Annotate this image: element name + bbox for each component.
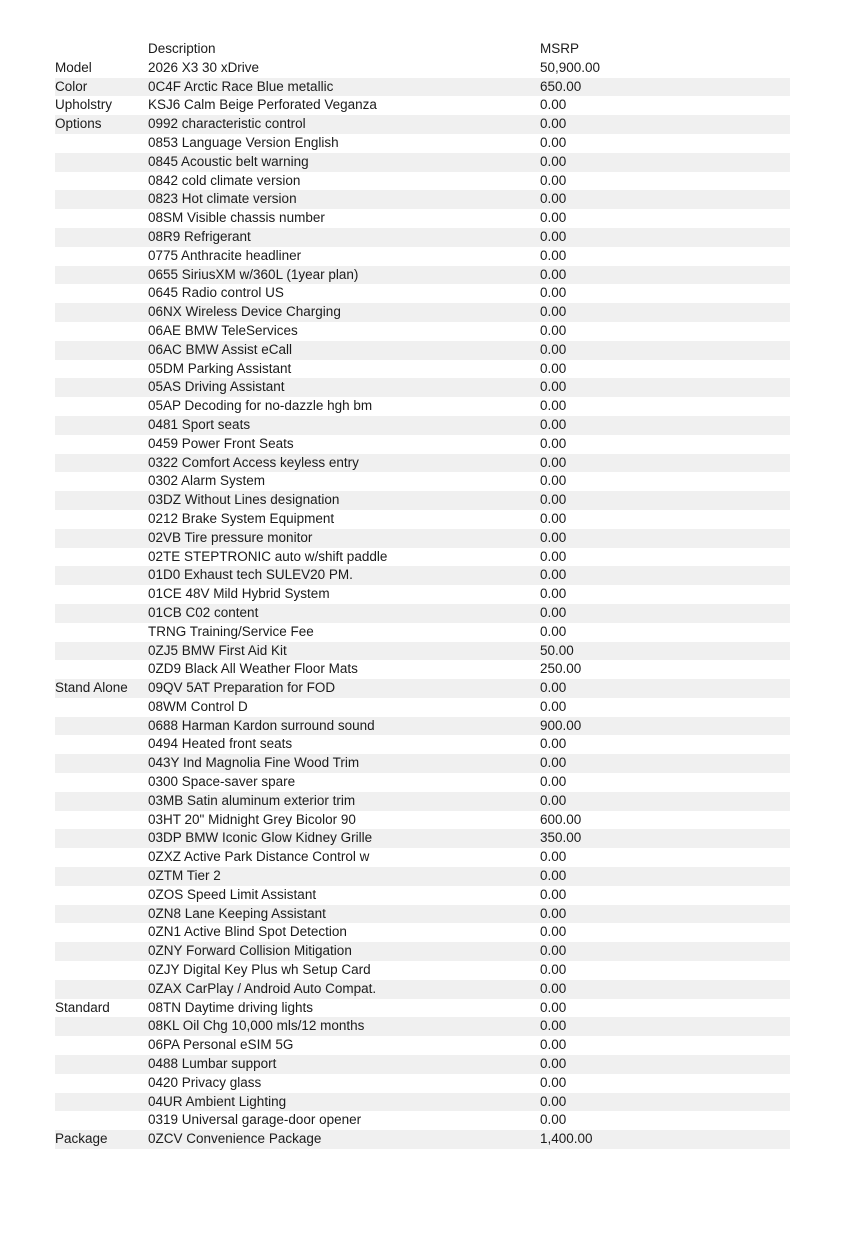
row-description: 05AP Decoding for no-dazzle hgh bm — [148, 398, 373, 414]
row-msrp: 600.00 — [540, 811, 582, 827]
row-description: 06AC BMW Assist eCall — [148, 341, 293, 357]
row-category — [55, 942, 148, 961]
row-msrp: 0.00 — [540, 1093, 567, 1109]
row-category — [55, 228, 148, 247]
row-category — [55, 341, 148, 360]
row-description: 0ZXZ Active Park Distance Control w — [148, 849, 370, 865]
row-description: 0459 Power Front Seats — [148, 435, 294, 451]
row-msrp: 0.00 — [540, 1074, 567, 1090]
table-row — [55, 886, 790, 905]
row-description: 0ZCV Convenience Package — [148, 1131, 322, 1147]
table-row — [55, 341, 790, 360]
table-row — [55, 848, 790, 867]
row-description: 2026 X3 30 xDrive — [148, 59, 260, 75]
row-msrp: 0.00 — [540, 792, 567, 808]
table-row — [55, 1130, 790, 1149]
row-category — [55, 886, 148, 905]
row-msrp: 0.00 — [540, 416, 567, 432]
row-msrp: 250.00 — [540, 661, 582, 677]
row-description: 0494 Heated front seats — [148, 736, 293, 752]
row-category — [55, 1093, 148, 1112]
row-description: 0645 Radio control US — [148, 285, 284, 301]
row-msrp: 0.00 — [540, 510, 567, 526]
table-header-row — [55, 40, 790, 59]
table-row — [55, 59, 790, 78]
table-row — [55, 754, 790, 773]
row-category — [55, 247, 148, 266]
row-description: 0688 Harman Kardon surround sound — [148, 717, 375, 733]
row-category — [55, 209, 148, 228]
row-category: Stand Alone — [55, 680, 128, 696]
table-row — [55, 548, 790, 567]
row-msrp: 0.00 — [540, 868, 567, 884]
row-msrp: 0.00 — [540, 680, 567, 696]
table-row — [55, 1055, 790, 1074]
row-msrp: 0.00 — [540, 435, 567, 451]
table-row — [55, 717, 790, 736]
row-msrp: 350.00 — [540, 830, 582, 846]
row-msrp: 0.00 — [540, 943, 567, 959]
row-description: 0655 SiriusXM w/360L (1year plan) — [148, 266, 359, 282]
row-description: 08SM Visible chassis number — [148, 210, 325, 226]
row-msrp: 0.00 — [540, 153, 567, 169]
row-description: 0212 Brake System Equipment — [148, 510, 335, 526]
row-category — [55, 829, 148, 848]
row-category — [55, 923, 148, 942]
table-row — [55, 284, 790, 303]
row-category — [55, 735, 148, 754]
table-row — [55, 454, 790, 473]
table-row — [55, 510, 790, 529]
column-header-msrp: MSRP — [540, 41, 580, 56]
row-category — [55, 698, 148, 717]
row-description: 0ZOS Speed Limit Assistant — [148, 886, 317, 902]
row-msrp: 0.00 — [540, 586, 567, 602]
table-row — [55, 491, 790, 510]
row-description: 08KL Oil Chg 10,000 mls/12 months — [148, 1018, 365, 1034]
row-description: 03DP BMW Iconic Glow Kidney Grille — [148, 830, 373, 846]
row-description: 0ZJ5 BMW First Aid Kit — [148, 642, 287, 658]
row-category — [55, 980, 148, 999]
row-category — [55, 1111, 148, 1130]
table-row — [55, 942, 790, 961]
row-description: 05DM Parking Assistant — [148, 360, 292, 376]
row-description: 02TE STEPTRONIC auto w/shift paddle — [148, 548, 388, 564]
row-msrp: 0.00 — [540, 210, 567, 226]
row-category: Color — [55, 78, 88, 94]
row-category — [55, 623, 148, 642]
table-header — [55, 40, 790, 59]
row-category — [55, 1036, 148, 1055]
row-description: 0319 Universal garage-door opener — [148, 1112, 362, 1128]
row-category — [55, 867, 148, 886]
row-category — [55, 604, 148, 623]
row-msrp: 0.00 — [540, 886, 567, 902]
column-header-description: Description — [148, 41, 216, 56]
table-row — [55, 322, 790, 341]
table-row — [55, 811, 790, 830]
row-category: Model — [55, 59, 92, 75]
row-category — [55, 190, 148, 209]
row-description: 0845 Acoustic belt warning — [148, 153, 309, 169]
row-category — [55, 454, 148, 473]
row-category — [55, 1017, 148, 1036]
row-category — [55, 172, 148, 191]
row-description: 0823 Hot climate version — [148, 191, 297, 207]
table-row — [55, 905, 790, 924]
table-row — [55, 585, 790, 604]
row-category — [55, 134, 148, 153]
row-description: 0488 Lumbar support — [148, 1056, 277, 1072]
table-row — [55, 153, 790, 172]
row-msrp: 0.00 — [540, 379, 567, 395]
table-row — [55, 397, 790, 416]
row-description: 0ZJY Digital Key Plus wh Setup Card — [148, 962, 371, 978]
row-msrp: 0.00 — [540, 134, 567, 150]
row-category — [55, 435, 148, 454]
table-row — [55, 303, 790, 322]
row-msrp: 0.00 — [540, 980, 567, 996]
table-row — [55, 792, 790, 811]
row-category — [55, 961, 148, 980]
row-category — [55, 510, 148, 529]
row-description: 08TN Daytime driving lights — [148, 999, 314, 1015]
table-row — [55, 529, 790, 548]
table-row — [55, 642, 790, 661]
row-msrp: 0.00 — [540, 360, 567, 376]
row-msrp: 50.00 — [540, 642, 574, 658]
row-description: KSJ6 Calm Beige Perforated Veganza — [148, 97, 377, 113]
table-row — [55, 923, 790, 942]
table-row — [55, 867, 790, 886]
table-row — [55, 78, 790, 97]
row-category — [55, 303, 148, 322]
row-msrp: 0.00 — [540, 529, 567, 545]
row-msrp: 0.00 — [540, 548, 567, 564]
row-category: Standard — [55, 999, 110, 1015]
row-category: Package — [55, 1131, 108, 1147]
row-description: 08R9 Refrigerant — [148, 228, 251, 244]
row-category — [55, 905, 148, 924]
row-description: 06NX Wireless Device Charging — [148, 304, 341, 320]
row-category — [55, 284, 148, 303]
row-category — [55, 397, 148, 416]
row-msrp: 0.00 — [540, 228, 567, 244]
row-description: 0ZN8 Lane Keeping Assistant — [148, 905, 326, 921]
row-description: 0ZN1 Active Blind Spot Detection — [148, 924, 347, 940]
table-row — [55, 96, 790, 115]
table-row — [55, 360, 790, 379]
row-msrp: 0.00 — [540, 172, 567, 188]
row-category — [55, 153, 148, 172]
row-description: 09QV 5AT Preparation for FOD — [148, 680, 336, 696]
row-msrp: 0.00 — [540, 191, 567, 207]
table-row — [55, 961, 790, 980]
row-description: 08WM Control D — [148, 698, 248, 714]
row-category — [55, 848, 148, 867]
table-row — [55, 416, 790, 435]
row-msrp: 0.00 — [540, 755, 567, 771]
row-category — [55, 1074, 148, 1093]
row-msrp: 0.00 — [540, 623, 567, 639]
table-row — [55, 604, 790, 623]
row-msrp: 1,400.00 — [540, 1131, 593, 1147]
row-description: 0ZTM Tier 2 — [148, 868, 221, 884]
row-description: 01D0 Exhaust tech SULEV20 PM. — [148, 567, 353, 583]
row-msrp: 0.00 — [540, 567, 567, 583]
row-category — [55, 811, 148, 830]
table-row — [55, 1036, 790, 1055]
row-category — [55, 416, 148, 435]
row-description: 01CE 48V Mild Hybrid System — [148, 586, 330, 602]
row-description: 06PA Personal eSIM 5G — [148, 1037, 294, 1053]
table-row — [55, 228, 790, 247]
row-msrp: 0.00 — [540, 1056, 567, 1072]
row-msrp: 0.00 — [540, 736, 567, 752]
table-row — [55, 472, 790, 491]
row-category — [55, 717, 148, 736]
row-description: 0302 Alarm System — [148, 473, 266, 489]
table-row — [55, 190, 790, 209]
table-row — [55, 623, 790, 642]
row-msrp: 0.00 — [540, 398, 567, 414]
row-category — [55, 566, 148, 585]
row-description: 01CB C02 content — [148, 604, 259, 620]
row-description: 03MB Satin aluminum exterior trim — [148, 792, 356, 808]
row-description: 0775 Anthracite headliner — [148, 247, 302, 263]
row-msrp: 0.00 — [540, 97, 567, 113]
column-header-category — [55, 40, 148, 59]
row-msrp: 0.00 — [540, 604, 567, 620]
row-msrp: 0.00 — [540, 322, 567, 338]
row-description: 0322 Comfort Access keyless entry — [148, 454, 359, 470]
table-row — [55, 134, 790, 153]
row-msrp: 0.00 — [540, 341, 567, 357]
row-category — [55, 1055, 148, 1074]
row-description: 0ZNY Forward Collision Mitigation — [148, 943, 352, 959]
row-category — [55, 548, 148, 567]
row-description: 043Y Ind Magnolia Fine Wood Trim — [148, 755, 360, 771]
row-category — [55, 322, 148, 341]
row-category: Options — [55, 116, 102, 132]
row-description: 0853 Language Version English — [148, 134, 339, 150]
table-row — [55, 1017, 790, 1036]
table-row — [55, 999, 790, 1018]
table-row — [55, 980, 790, 999]
row-description: 06AE BMW TeleServices — [148, 322, 298, 338]
row-description: 03HT 20" Midnight Grey Bicolor 90 — [148, 811, 356, 827]
row-msrp: 0.00 — [540, 774, 567, 790]
row-category — [55, 754, 148, 773]
row-msrp: 0.00 — [540, 849, 567, 865]
row-description: 0842 cold climate version — [148, 172, 301, 188]
table-row — [55, 247, 790, 266]
row-msrp: 50,900.00 — [540, 59, 601, 75]
row-msrp: 0.00 — [540, 304, 567, 320]
table-row — [55, 435, 790, 454]
row-description: 0C4F Arctic Race Blue metallic — [148, 78, 334, 94]
row-msrp: 0.00 — [540, 698, 567, 714]
table-row — [55, 1111, 790, 1130]
row-description: 0481 Sport seats — [148, 416, 251, 432]
table-row — [55, 172, 790, 191]
row-category — [55, 360, 148, 379]
row-msrp: 0.00 — [540, 1037, 567, 1053]
row-msrp: 0.00 — [540, 473, 567, 489]
row-description: 0420 Privacy glass — [148, 1074, 262, 1090]
row-description: 0ZD9 Black All Weather Floor Mats — [148, 661, 358, 677]
row-description: 03DZ Without Lines designation — [148, 492, 340, 508]
row-description: 0992 characteristic control — [148, 116, 306, 132]
row-category — [55, 792, 148, 811]
row-msrp: 650.00 — [540, 78, 582, 94]
row-category — [55, 660, 148, 679]
table-row — [55, 115, 790, 134]
row-msrp: 0.00 — [540, 924, 567, 940]
table-row — [55, 1093, 790, 1112]
row-description: 0ZAX CarPlay / Android Auto Compat. — [148, 980, 377, 996]
row-category — [55, 585, 148, 604]
table-row — [55, 660, 790, 679]
row-category — [55, 378, 148, 397]
table-row — [55, 1074, 790, 1093]
row-msrp: 0.00 — [540, 285, 567, 301]
table-row — [55, 679, 790, 698]
table-row — [55, 698, 790, 717]
row-description: 04UR Ambient Lighting — [148, 1093, 287, 1109]
row-description: TRNG Training/Service Fee — [148, 623, 314, 639]
table-row — [55, 773, 790, 792]
row-category — [55, 529, 148, 548]
row-category: Upholstry — [55, 97, 113, 113]
row-msrp: 0.00 — [540, 905, 567, 921]
row-msrp: 0.00 — [540, 116, 567, 132]
table-body — [55, 59, 790, 1149]
row-description: 02VB Tire pressure monitor — [148, 529, 313, 545]
table-row — [55, 829, 790, 848]
vehicle-options-table — [55, 40, 790, 1149]
row-msrp: 0.00 — [540, 962, 567, 978]
table-row — [55, 735, 790, 754]
row-msrp: 900.00 — [540, 717, 582, 733]
table-row — [55, 566, 790, 585]
row-description: 05AS Driving Assistant — [148, 379, 285, 395]
row-category — [55, 266, 148, 285]
row-category — [55, 773, 148, 792]
table-row — [55, 266, 790, 285]
table-row — [55, 378, 790, 397]
row-category — [55, 472, 148, 491]
row-msrp: 0.00 — [540, 999, 567, 1015]
row-msrp: 0.00 — [540, 1018, 567, 1034]
row-msrp: 0.00 — [540, 247, 567, 263]
row-category — [55, 491, 148, 510]
row-category — [55, 642, 148, 661]
document-page — [0, 40, 848, 1240]
table-row — [55, 209, 790, 228]
row-description: 0300 Space-saver spare — [148, 774, 296, 790]
row-msrp: 0.00 — [540, 266, 567, 282]
row-msrp: 0.00 — [540, 454, 567, 470]
row-msrp: 0.00 — [540, 1112, 567, 1128]
row-msrp: 0.00 — [540, 492, 567, 508]
